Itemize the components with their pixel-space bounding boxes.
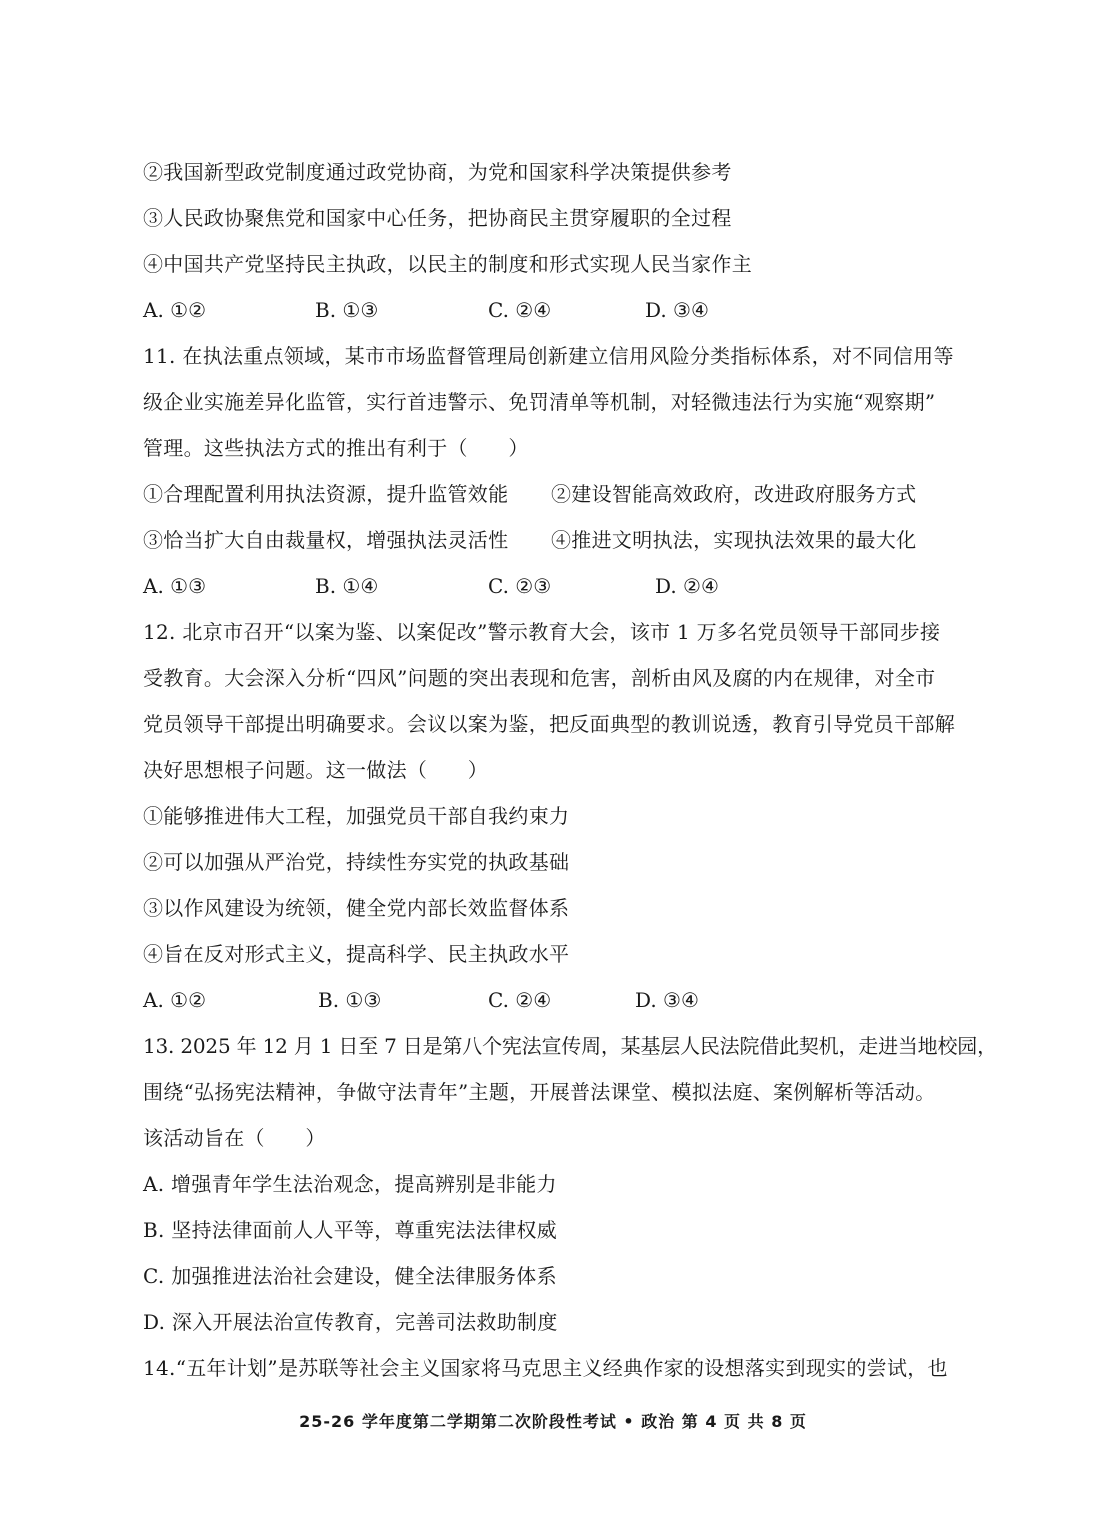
q12-option-b[interactable]: B. ①③ xyxy=(318,988,382,1012)
q13-option-a[interactable]: A. 增强青年学生法治观念，提高辨别是非能力 xyxy=(143,1172,557,1196)
q11-option-d[interactable]: D. ②④ xyxy=(655,574,719,598)
q10-option-c[interactable]: C. ②④ xyxy=(488,298,552,322)
q10-statement-4: ④中国共产党坚持民主执政，以民主的制度和形式实现人民当家作主 xyxy=(143,252,752,276)
q13-option-d[interactable]: D. 深入开展法治宣传教育，完善司法救助制度 xyxy=(143,1310,558,1334)
q12-option-c[interactable]: C. ②④ xyxy=(488,988,552,1012)
q11-stem-line-3: 管理。这些执法方式的推出有利于（ ） xyxy=(143,436,529,460)
q13-option-c[interactable]: C. 加强推进法治社会建设，健全法律服务体系 xyxy=(143,1264,557,1288)
q10-option-b[interactable]: B. ①③ xyxy=(315,298,379,322)
q12-statement-1: ①能够推进伟大工程，加强党员干部自我约束力 xyxy=(143,804,570,828)
q14-stem-line-1: 14.“五年计划”是苏联等社会主义国家将马克思主义经典作家的设想落实到现实的尝试，也 xyxy=(143,1356,948,1380)
q12-option-d[interactable]: D. ③④ xyxy=(635,988,699,1012)
q13-stem-line-3: 该活动旨在（ ） xyxy=(143,1126,326,1150)
q11-option-a[interactable]: A. ①③ xyxy=(143,574,207,598)
q12-stem-line-2: 受教育。大会深入分析“四风”问题的突出表现和危害，剖析由风及腐的内在规律，对全市 xyxy=(143,666,936,690)
q11-option-c[interactable]: C. ②③ xyxy=(488,574,552,598)
q12-statement-3: ③以作风建设为统领，健全党内部长效监督体系 xyxy=(143,896,570,920)
q13-option-b[interactable]: B. 坚持法律面前人人平等，尊重宪法法律权威 xyxy=(143,1218,558,1242)
q11-statement-3: ③恰当扩大自由裁量权，增强执法灵活性 xyxy=(143,528,509,552)
q12-option-a[interactable]: A. ①② xyxy=(143,988,207,1012)
q11-option-b[interactable]: B. ①④ xyxy=(315,574,379,598)
q11-statement-1: ①合理配置利用执法资源，提升监管效能 xyxy=(143,482,509,506)
q10-option-a[interactable]: A. ①② xyxy=(143,298,207,322)
q11-stem-line-1: 11. 在执法重点领域，某市市场监督管理局创新建立信用风险分类指标体系，对不同信用等 xyxy=(143,344,954,368)
q13-stem-line-1: 13. 2025 年 12 月 1 日至 7 日是第八个宪法宣传周，某基层人民法院借此契机，走进当地校园， xyxy=(143,1034,997,1058)
q10-statement-3: ③人民政协聚焦党和国家中心任务，把协商民主贯穿履职的全过程 xyxy=(143,206,732,230)
page-footer: 25-26 学年度第二学期第二次阶段性考试 • 政治 第 4 页 共 8 页 xyxy=(299,1412,807,1431)
q12-statement-4: ④旨在反对形式主义，提高科学、民主执政水平 xyxy=(143,942,570,966)
q11-statement-4: ④推进文明执法，实现执法效果的最大化 xyxy=(551,528,917,552)
q10-option-d[interactable]: D. ③④ xyxy=(645,298,709,322)
q10-statement-2: ②我国新型政党制度通过政党协商，为党和国家科学决策提供参考 xyxy=(143,160,732,184)
q13-stem-line-2: 围绕“弘扬宪法精神，争做守法青年”主题，开展普法课堂、模拟法庭、案例解析等活动。 xyxy=(143,1080,936,1104)
q12-stem-line-1: 12. 北京市召开“以案为鉴、以案促改”警示教育大会，该市 1 万多名党员领导干部同步接 xyxy=(143,620,941,644)
q11-statement-2: ②建设智能高效政府，改进政府服务方式 xyxy=(551,482,917,506)
q12-statement-2: ②可以加强从严治党，持续性夯实党的执政基础 xyxy=(143,850,570,874)
q12-stem-line-3: 党员领导干部提出明确要求。会议以案为鉴，把反面典型的教训说透，教育引导党员干部解 xyxy=(143,712,955,736)
q11-stem-line-2: 级企业实施差异化监管，实行首违警示、免罚清单等机制，对轻微违法行为实施“观察期” xyxy=(143,390,936,414)
q12-stem-line-4: 决好思想根子问题。这一做法（ ） xyxy=(143,758,489,782)
